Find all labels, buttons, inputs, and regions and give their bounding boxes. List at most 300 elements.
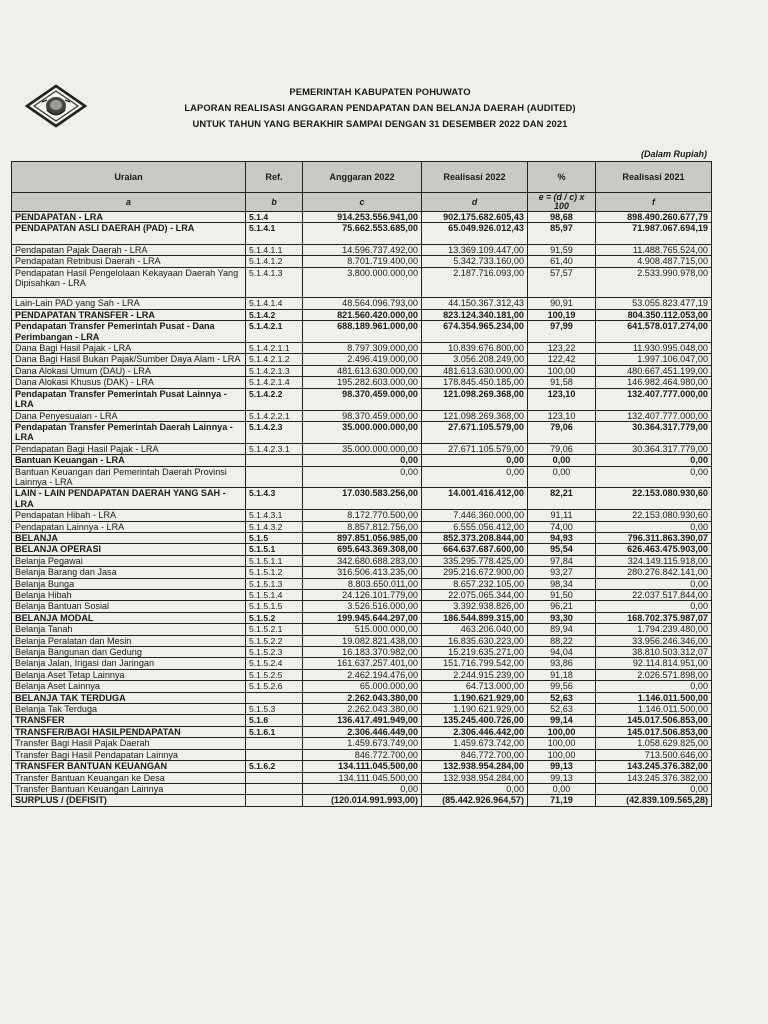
row-realisasi: 2.187.716.093,00 [422,267,528,298]
row-uraian: TRANSFER [12,715,246,726]
row-ref [246,455,303,466]
row-uraian: Belanja Tak Terduga [12,704,246,715]
row-ref: 5.1.4.1 [246,223,303,244]
row-persen: 89,94 [528,624,596,635]
row-ref [246,749,303,760]
currency-unit: (Dalam Rupiah) [640,149,707,159]
row-uraian: PENDAPATAN TRANSFER - LRA [12,309,246,320]
row-ref: 5.1.4.2.1.1 [246,343,303,354]
row-realisasi-lalu: 641.578.017.274,00 [596,321,712,343]
row-anggaran: 98.370.459.000,00 [303,388,422,410]
table-row [12,715,712,726]
row-persen: 82,21 [528,488,596,510]
col-header-percent: % [528,162,596,193]
row-anggaran: 134.111.045.500,00 [303,772,422,783]
row-ref [246,795,303,806]
row-realisasi: 132.938.954.284,00 [422,761,528,772]
table-row [12,647,712,658]
row-realisasi: 64.713.000,00 [422,681,528,692]
row-realisasi-lalu: 146.982.464.980,00 [596,377,712,388]
row-ref: 5.1.5.2.6 [246,681,303,692]
table-row [12,510,712,521]
row-persen: 100,00 [528,749,596,760]
row-uraian: Bantuan Keuangan - LRA [12,455,246,466]
row-uraian: Pendapatan Lainnya - LRA [12,521,246,532]
row-ref: 5.1.5.3 [246,704,303,715]
row-uraian: LAIN - LAIN PENDAPATAN DAERAH YANG SAH - LRA [12,488,246,510]
row-persen: 99,14 [528,715,596,726]
table-row [12,388,712,410]
row-realisasi: 178.845.450.185,00 [422,377,528,388]
row-realisasi: 14.001.416.412,00 [422,488,528,510]
row-realisasi-lalu: 280.276.842.141,00 [596,567,712,578]
col-code-e: e = (d / c) x 100 [528,193,596,212]
row-persen: 97,99 [528,321,596,343]
table-row [12,738,712,749]
row-realisasi-lalu: 804.350.112.053,00 [596,309,712,320]
report-title: LAPORAN REALISASI ANGGARAN PENDAPATAN DAN BELANJA DAERAH (AUDITED) [184,102,576,113]
row-realisasi-lalu: 30.364.317.779,00 [596,443,712,454]
row-persen: 96,21 [528,601,596,612]
col-header-realisasi-2021: Realisasi 2021 [596,162,712,193]
row-uraian: Belanja Jalan, Irigasi dan Jaringan [12,658,246,669]
table-code-row [12,193,712,212]
row-anggaran: 2.262.043.380,00 [303,704,422,715]
row-realisasi: 674.354.965.234,00 [422,321,528,343]
row-anggaran: 688.189.961.000,00 [303,321,422,343]
row-uraian: Dana Alokasi Umum (DAU) - LRA [12,365,246,376]
row-realisasi: 0,00 [422,783,528,794]
row-realisasi: 664.637.687.600,00 [422,544,528,555]
row-ref: 5.1.5.1 [246,544,303,555]
row-anggaran: 195.282.603.000,00 [303,377,422,388]
table-row [12,521,712,532]
col-header-uraian: Uraian [12,162,246,193]
row-persen: 97,84 [528,555,596,566]
row-realisasi-lalu: 2.026.571.898,00 [596,669,712,680]
row-uraian: BELANJA OPERASI [12,544,246,555]
row-realisasi: 3.056.208.249,00 [422,354,528,365]
row-uraian: Dana Bagi Hasil Pajak - LRA [12,343,246,354]
row-realisasi: 6.555.056.412,00 [422,521,528,532]
row-realisasi: 481.613.630.000,00 [422,365,528,376]
row-anggaran: 316.506.413.235,00 [303,567,422,578]
row-realisasi: 27.671.105.579,00 [422,443,528,454]
row-uraian: TRANSFER BANTUAN KEUANGAN [12,761,246,772]
row-realisasi-lalu: 796.311.863.390,07 [596,532,712,543]
row-realisasi: 13.369.109.447,00 [422,244,528,255]
table-body [12,212,712,807]
row-uraian: Belanja Aset Tetap Lainnya [12,669,246,680]
table-row [12,256,712,267]
row-anggaran: 2.462.194.476,00 [303,669,422,680]
row-uraian: Pendapatan Transfer Pemerintah Pusat - Dana Perimbangan - LRA [12,321,246,343]
row-persen: 0,00 [528,466,596,488]
table-row [12,354,712,365]
row-anggaran: 846.772.700,00 [303,749,422,760]
row-persen: 93,30 [528,612,596,623]
table-row [12,726,712,737]
row-persen: 91,58 [528,377,596,388]
row-realisasi-lalu: 168.702.375.987,07 [596,612,712,623]
row-realisasi: 44.150.367.312,43 [422,298,528,309]
row-anggaran: 2.306.446.449,00 [303,726,422,737]
row-realisasi-lalu: 0,00 [596,521,712,532]
row-anggaran: 342.680.688.283,00 [303,555,422,566]
table-row [12,410,712,421]
row-uraian: Dana Bagi Hasil Bukan Pajak/Sumber Daya Alam - LRA [12,354,246,365]
row-realisasi: 8.657.232.105,00 [422,578,528,589]
row-realisasi: 186.544.899.315,00 [422,612,528,623]
row-ref [246,772,303,783]
row-realisasi: 135.245.400.726,00 [422,715,528,726]
row-anggaran: 8.701.719.400,00 [303,256,422,267]
row-realisasi-lalu: 898.490.260.677,79 [596,212,712,223]
row-ref: 5.1.4.2.2 [246,388,303,410]
table-row [12,749,712,760]
row-anggaran: 65.000.000,00 [303,681,422,692]
row-ref [246,738,303,749]
row-uraian: BELANJA TAK TERDUGA [12,692,246,703]
row-realisasi-lalu: 1.997.106.047,00 [596,354,712,365]
row-ref: 5.1.4.2.2.1 [246,410,303,421]
row-anggaran: 8.857.812.756,00 [303,521,422,532]
row-realisasi-lalu: 22.037.517.844,00 [596,590,712,601]
row-uraian: Belanja Aset Lainnya [12,681,246,692]
table-row [12,783,712,794]
table-header-row [12,162,712,193]
row-uraian: Belanja Bantuan Sosial [12,601,246,612]
row-uraian: Belanja Peralatan dan Mesin [12,635,246,646]
row-realisasi: 27.671.105.579,00 [422,421,528,443]
row-anggaran: 75.662.553.685,00 [303,223,422,244]
row-realisasi: 22.075.065.344,00 [422,590,528,601]
row-ref: 5.1.4.2.1.2 [246,354,303,365]
row-uraian: Transfer Bagi Hasil Pajak Daerah [12,738,246,749]
row-persen: 91,59 [528,244,596,255]
row-uraian: BELANJA [12,532,246,543]
row-realisasi: 16.835.630.223,00 [422,635,528,646]
row-realisasi: 121.098.269.368,00 [422,410,528,421]
budget-realization-table [11,161,712,807]
row-persen: 52,63 [528,692,596,703]
row-uraian: Pendapatan Pajak Daerah - LRA [12,244,246,255]
table-row [12,244,712,255]
table-row [12,795,712,806]
table-row [12,298,712,309]
row-realisasi: 335.295.778.425,00 [422,555,528,566]
row-realisasi-lalu: 4.908.487.715,00 [596,256,712,267]
row-uraian: Pendapatan Hibah - LRA [12,510,246,521]
col-header-ref: Ref. [246,162,303,193]
row-realisasi: 3.392.938.826,00 [422,601,528,612]
row-anggaran: 161.637.257.401,00 [303,658,422,669]
row-realisasi: 10.839.676.800,00 [422,343,528,354]
row-anggaran: 8.803.650.011,00 [303,578,422,589]
row-realisasi: 1.190.621.929,00 [422,704,528,715]
row-uraian: SURPLUS / (DEFISIT) [12,795,246,806]
row-uraian: Belanja Bangunan dan Gedung [12,647,246,658]
row-realisasi-lalu: 0,00 [596,466,712,488]
row-persen: 93,86 [528,658,596,669]
row-persen: 79,06 [528,421,596,443]
row-persen: 91,11 [528,510,596,521]
row-ref: 5.1.5 [246,532,303,543]
row-uraian: BELANJA MODAL [12,612,246,623]
row-uraian: Pendapatan Retribusi Daerah - LRA [12,256,246,267]
row-realisasi-lalu: 0,00 [596,455,712,466]
table-row [12,704,712,715]
row-ref: 5.1.5.2.1 [246,624,303,635]
row-uraian: PENDAPATAN - LRA [12,212,246,223]
table-row [12,223,712,244]
row-persen: 100,00 [528,365,596,376]
row-ref [246,692,303,703]
table-row [12,377,712,388]
row-persen: 123,22 [528,343,596,354]
row-persen: 71,19 [528,795,596,806]
row-realisasi: 295.216.672.900,00 [422,567,528,578]
row-realisasi: (85.442.926.964,57) [422,795,528,806]
row-anggaran: 8.172.770.500,00 [303,510,422,521]
row-persen: 122,42 [528,354,596,365]
row-realisasi: 151.716.799.542,00 [422,658,528,669]
row-realisasi: 2.244.915.239,00 [422,669,528,680]
row-ref: 5.1.4.3.2 [246,521,303,532]
row-realisasi-lalu: 0,00 [596,601,712,612]
row-anggaran: 35.000.000.000,00 [303,421,422,443]
row-ref: 5.1.4.2 [246,309,303,320]
row-persen: 52,63 [528,704,596,715]
row-ref: 5.1.5.1.5 [246,601,303,612]
col-code-d: d [422,193,528,212]
table-row [12,624,712,635]
row-realisasi-lalu: 71.987.067.694,19 [596,223,712,244]
row-ref: 5.1.4.2.3 [246,421,303,443]
table-row [12,692,712,703]
row-persen: 91,18 [528,669,596,680]
row-uraian: Belanja Hibah [12,590,246,601]
row-ref: 5.1.4.2.3.1 [246,443,303,454]
row-persen: 99,13 [528,761,596,772]
table-row [12,343,712,354]
table-row [12,681,712,692]
row-anggaran: 2.496.419.000,00 [303,354,422,365]
row-realisasi-lalu: 132.407.777.000,00 [596,388,712,410]
col-header-realisasi-2022: Realisasi 2022 [422,162,528,193]
row-persen: 123,10 [528,410,596,421]
row-persen: 57,57 [528,267,596,298]
report-period: UNTUK TAHUN YANG BERAKHIR SAMPAI DENGAN 31 DESEMBER 2022 DAN 2021 [192,118,568,129]
table-row [12,532,712,543]
government-name: PEMERINTAH KABUPATEN POHUWATO [289,86,471,97]
row-realisasi-lalu: 2.533.990.978,00 [596,267,712,298]
row-persen: 0,00 [528,783,596,794]
row-realisasi-lalu: 143.245.376.382,00 [596,761,712,772]
row-ref: 5.1.6.2 [246,761,303,772]
row-anggaran: 0,00 [303,783,422,794]
table-row [12,267,712,298]
row-ref: 5.1.4.3.1 [246,510,303,521]
row-anggaran: 8.797.309.000,00 [303,343,422,354]
pohuwato-emblem-icon [25,84,87,128]
row-ref: 5.1.4.1.2 [246,256,303,267]
row-anggaran: 3.526.516.000,00 [303,601,422,612]
row-realisasi: 5.342.733.160,00 [422,256,528,267]
row-uraian: Belanja Tanah [12,624,246,635]
col-code-a: a [12,193,246,212]
row-uraian: Pendapatan Transfer Pemerintah Daerah Lainnya - LRA [12,421,246,443]
row-uraian: PENDAPATAN ASLI DAERAH (PAD) - LRA [12,223,246,244]
row-realisasi-lalu: 0,00 [596,681,712,692]
row-ref: 5.1.5.2.4 [246,658,303,669]
row-ref: 5.1.6 [246,715,303,726]
row-persen: 90,91 [528,298,596,309]
row-anggaran: 48.564.096.793,00 [303,298,422,309]
row-realisasi: 0,00 [422,455,528,466]
table-row [12,466,712,488]
row-realisasi-lalu: 1.794.239.480,00 [596,624,712,635]
row-anggaran: 914.253.556.941,00 [303,212,422,223]
row-ref: 5.1.6.1 [246,726,303,737]
row-anggaran: 695.643.369.308,00 [303,544,422,555]
row-anggaran: 134.111.045.500,00 [303,761,422,772]
row-realisasi: 852.373.208.844,00 [422,532,528,543]
row-ref: 5.1.5.2.2 [246,635,303,646]
report-header [100,84,660,132]
row-anggaran: (120.014.991.993,00) [303,795,422,806]
row-ref: 5.1.5.2.5 [246,669,303,680]
row-ref: 5.1.5.1.2 [246,567,303,578]
row-realisasi: 1.459.673.742,00 [422,738,528,749]
row-uraian: Transfer Bagi Hasil Pendapatan Lainnya [12,749,246,760]
row-uraian: Dana Alokasi Khusus (DAK) - LRA [12,377,246,388]
table-row [12,658,712,669]
table-row [12,421,712,443]
row-anggaran: 0,00 [303,466,422,488]
row-realisasi: 132.938.954.284,00 [422,772,528,783]
row-realisasi: 7.446.360.000,00 [422,510,528,521]
row-persen: 95,54 [528,544,596,555]
row-anggaran: 1.459.673.749,00 [303,738,422,749]
table-row [12,635,712,646]
col-header-anggaran-2022: Anggaran 2022 [303,162,422,193]
row-anggaran: 14.596.737.492,00 [303,244,422,255]
row-realisasi-lalu: 33.956.246.346,00 [596,635,712,646]
table-row [12,365,712,376]
row-realisasi: 15.219.635.271,00 [422,647,528,658]
row-ref: 5.1.4.2.1.3 [246,365,303,376]
row-uraian: Belanja Barang dan Jasa [12,567,246,578]
row-realisasi-lalu: 1.058.629.825,00 [596,738,712,749]
row-realisasi: 463.206.040,00 [422,624,528,635]
row-anggaran: 17.030.583.256,00 [303,488,422,510]
col-code-f: f [596,193,712,212]
row-realisasi-lalu: 143.245.376.382,00 [596,772,712,783]
row-anggaran: 897.851.056.985,00 [303,532,422,543]
row-realisasi-lalu: 0,00 [596,578,712,589]
row-realisasi: 902.175.682.605,43 [422,212,528,223]
row-anggaran: 821.560.420.000,00 [303,309,422,320]
row-anggaran: 3.800.000.000,00 [303,267,422,298]
row-persen: 94,93 [528,532,596,543]
row-anggaran: 16.183.370.982,00 [303,647,422,658]
row-anggaran: 35.000.000.000,00 [303,443,422,454]
row-realisasi-lalu: 11.488.765.524,00 [596,244,712,255]
row-ref: 5.1.5.2 [246,612,303,623]
row-uraian: Transfer Bantuan Keuangan ke Desa [12,772,246,783]
row-uraian: Belanja Pegawai [12,555,246,566]
row-ref: 5.1.5.2.3 [246,647,303,658]
table-row [12,555,712,566]
table-row [12,455,712,466]
row-uraian: Dana Penyesuaian - LRA [12,410,246,421]
table-row [12,590,712,601]
row-realisasi-lalu: 22.153.080.930,60 [596,510,712,521]
row-realisasi-lalu: 145.017.506.853,00 [596,726,712,737]
row-realisasi-lalu: 480.667.451.199,00 [596,365,712,376]
table-row [12,544,712,555]
row-realisasi-lalu: (42.839.109.565,28) [596,795,712,806]
row-persen: 98,34 [528,578,596,589]
row-ref: 5.1.5.1.4 [246,590,303,601]
row-uraian: Lain-Lain PAD yang Sah - LRA [12,298,246,309]
row-realisasi: 823.124.340.181,00 [422,309,528,320]
table-row [12,601,712,612]
row-ref: 5.1.4.1.1 [246,244,303,255]
row-realisasi: 846.772.700,00 [422,749,528,760]
row-realisasi-lalu: 38.810.503.312,07 [596,647,712,658]
row-anggaran: 24.126.101.779,00 [303,590,422,601]
row-realisasi-lalu: 11.930.995.048,00 [596,343,712,354]
table-row [12,669,712,680]
row-ref: 5.1.4.1.4 [246,298,303,309]
row-realisasi-lalu: 1.146.011.500,00 [596,704,712,715]
table-row [12,321,712,343]
row-persen: 74,00 [528,521,596,532]
table-row [12,772,712,783]
row-persen: 100,00 [528,726,596,737]
table-row [12,567,712,578]
row-persen: 91,50 [528,590,596,601]
row-realisasi-lalu: 713.500.646,00 [596,749,712,760]
row-persen: 93,27 [528,567,596,578]
table-row [12,612,712,623]
row-uraian: Pendapatan Transfer Pemerintah Pusat Lainnya - LRA [12,388,246,410]
row-realisasi: 0,00 [422,466,528,488]
table-row [12,443,712,454]
row-anggaran: 0,00 [303,455,422,466]
row-realisasi-lalu: 1.146.011.500,00 [596,692,712,703]
row-ref: 5.1.4.3 [246,488,303,510]
row-persen: 94,04 [528,647,596,658]
row-uraian: Pendapatan Hasil Pengelolaan Kekayaan Daerah Yang Dipisahkan - LRA [12,267,246,298]
row-uraian: Belanja Bunga [12,578,246,589]
row-persen: 98,68 [528,212,596,223]
row-realisasi: 1.190.621.929,00 [422,692,528,703]
row-ref: 5.1.4.2.1 [246,321,303,343]
row-realisasi: 2.306.446.442,00 [422,726,528,737]
row-ref: 5.1.5.1.3 [246,578,303,589]
row-realisasi-lalu: 22.153.080.930,60 [596,488,712,510]
row-ref: 5.1.4.1.3 [246,267,303,298]
row-uraian: Bantuan Keuangan dari Pemerintah Daerah Provinsi Lainnya - LRA [12,466,246,488]
table-row [12,309,712,320]
row-realisasi-lalu: 132.407.777.000,00 [596,410,712,421]
row-persen: 0,00 [528,455,596,466]
row-persen: 99,56 [528,681,596,692]
row-realisasi: 121.098.269.368,00 [422,388,528,410]
